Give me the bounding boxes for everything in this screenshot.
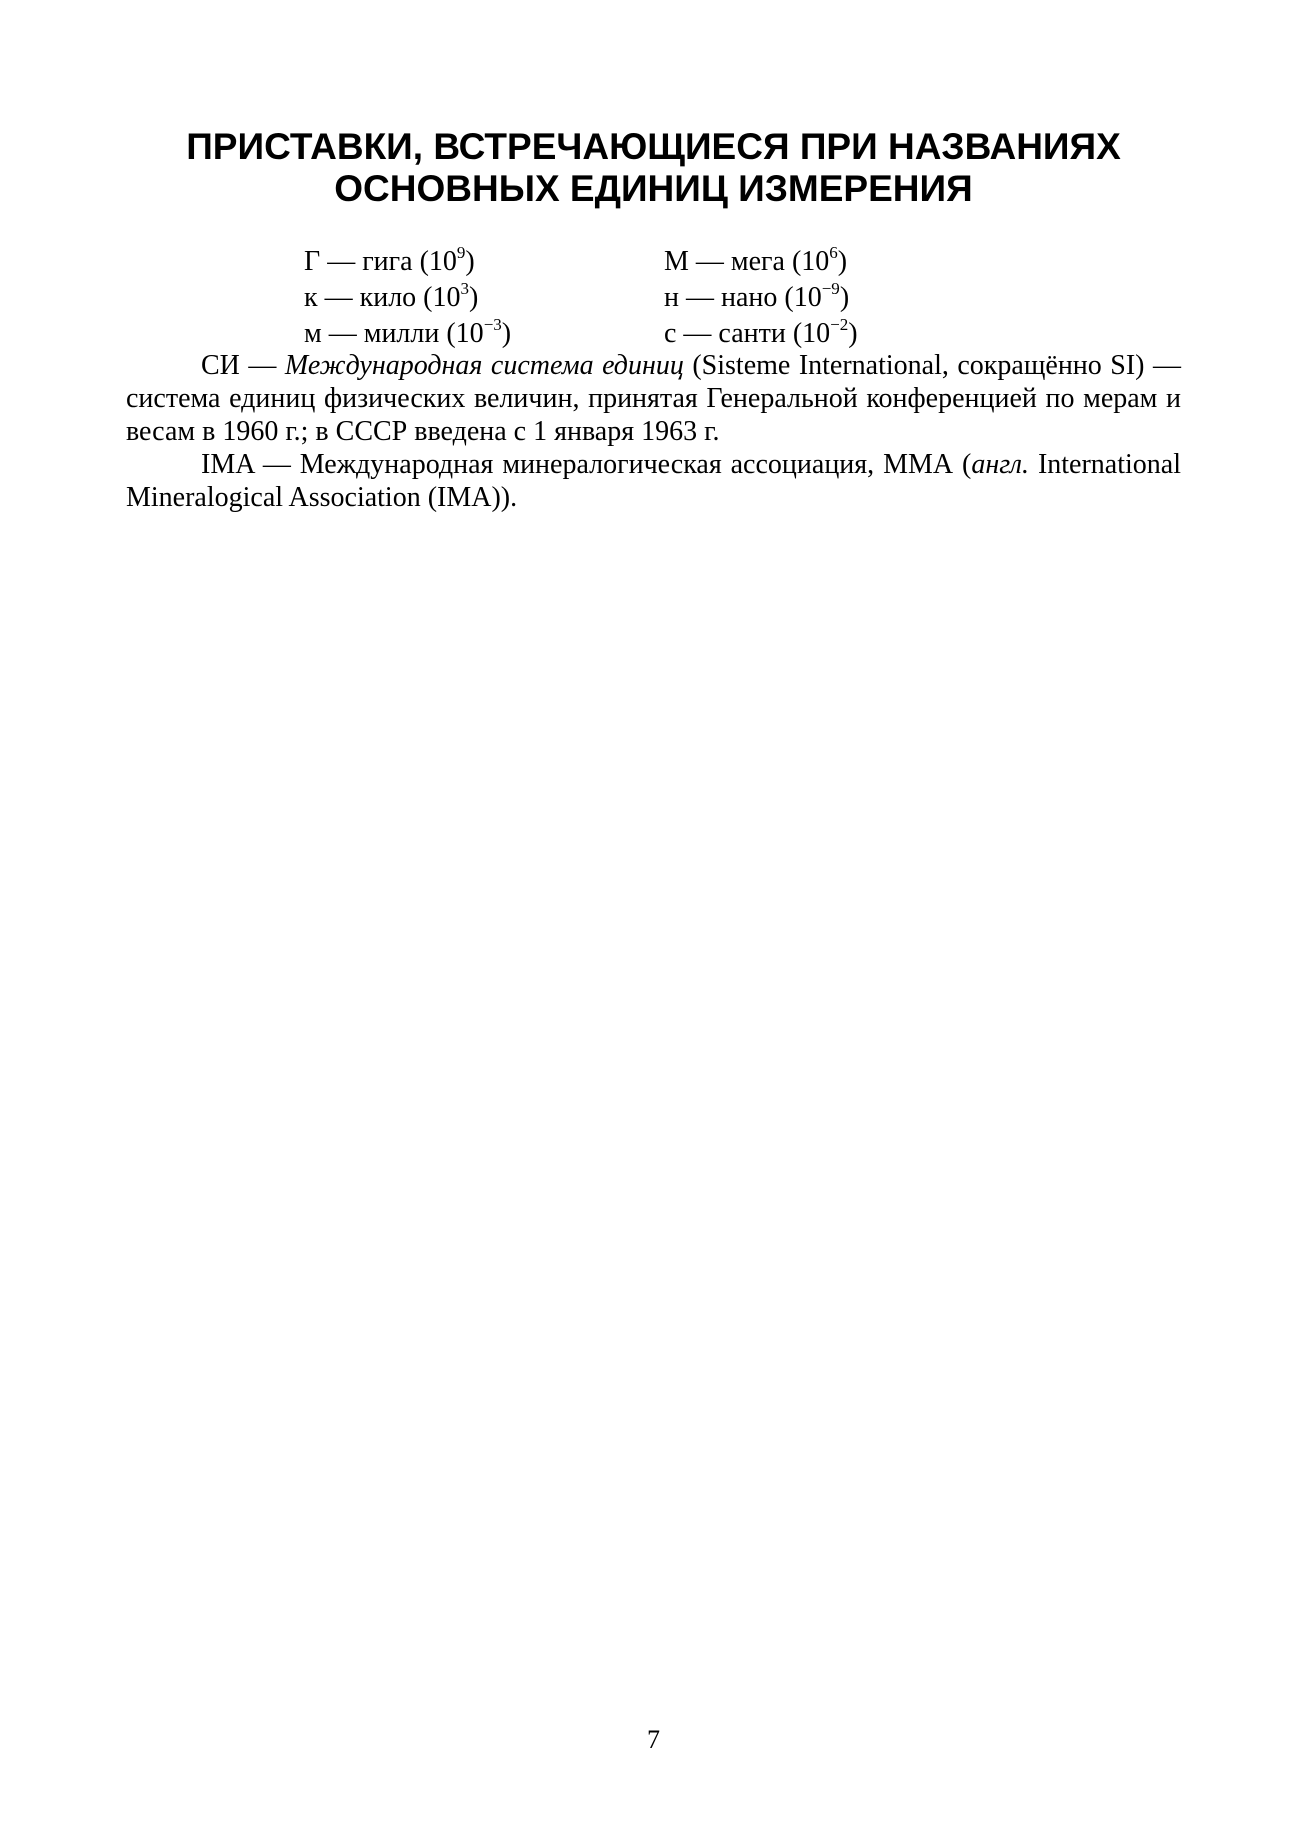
body-text bbox=[126, 349, 1181, 514]
prefix-row bbox=[304, 244, 944, 280]
prefix-row bbox=[304, 316, 944, 352]
prefix-milli: м — милли $(10^{-3})$ bbox=[304, 314, 512, 349]
prefix-kilo: к — кило $(10^3)$ bbox=[304, 278, 479, 313]
page-number: 7 bbox=[647, 1725, 660, 1754]
page-title-line-1: ПРИСТАВКИ, ВСТРЕЧАЮЩИЕСЯ ПРИ НАЗВАНИЯХ bbox=[186, 126, 1121, 167]
prefix-nano: н — нано $(10^{-9})$ bbox=[664, 278, 850, 313]
prefix-giga: Г — гига $(10^9)$ bbox=[304, 242, 475, 277]
page-title-line-2: ОСНОВНЫХ ЕДИНИЦ ИЗМЕРЕНИЯ bbox=[334, 168, 973, 209]
prefix-table bbox=[304, 244, 944, 352]
prefix-mega: М — мега $(10^6)$ bbox=[664, 242, 848, 277]
paragraph-si: СИ — Международная система единиц (Sisteme International, сокращённо SI) — система единиц физических величин, принятая Генеральной конференцией по мерам и весам в 1960 г.; в СССР введена с 1 января 1963 г. bbox=[126, 350, 1181, 447]
paragraph-ima: IMA — Международная минералогическая ассоциация, ММА (англ. International Mineralogical Association (IMA)). bbox=[126, 449, 1181, 513]
prefix-row bbox=[304, 280, 944, 316]
prefix-santi: с — санти $(10^{-2})$ bbox=[664, 314, 858, 349]
